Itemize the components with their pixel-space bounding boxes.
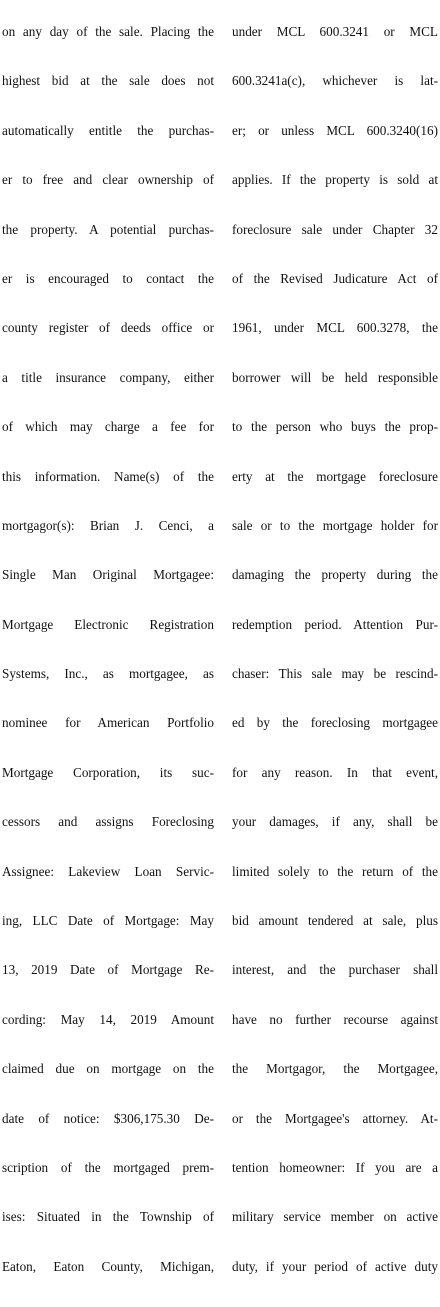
text-line: have no further recourse against <box>232 1011 438 1027</box>
text-line: chaser: This sale may be rescind- <box>232 666 438 682</box>
text-line: 600.3241a(c), whichever is lat- <box>232 73 438 89</box>
right-text-column <box>232 0 438 1307</box>
text-line: cessors and assigns Foreclosing <box>2 814 214 830</box>
text-line: Mortgage Corporation, its suc- <box>2 764 214 780</box>
text-line: redemption period. Attention Pur- <box>232 616 438 632</box>
text-line: ed by the foreclosing mortgagee <box>232 715 438 731</box>
text-line: claimed due on mortgage on the <box>2 1061 214 1077</box>
text-line: under MCL 600.3241 or MCL <box>232 24 438 39</box>
text-line: borrower will be held responsible <box>232 369 438 385</box>
text-line: highest bid at the sale does not <box>2 73 214 89</box>
text-line: the Mortgagor, the Mortgagee, <box>232 1061 438 1077</box>
text-line: foreclosure sale under Chapter 32 <box>232 221 438 237</box>
text-line: ises: Situated in the Township of <box>2 1209 214 1225</box>
text-line: of the Revised Judicature Act of <box>232 270 438 286</box>
text-line: for any reason. In that event, <box>232 764 438 780</box>
text-line: county register of deeds office or <box>2 320 214 336</box>
left-text-column <box>2 0 214 1307</box>
text-line: sale or to the mortgage holder for <box>232 517 438 533</box>
text-line: bid amount tendered at sale, plus <box>232 913 438 929</box>
text-line: er is encouraged to contact the <box>2 270 214 286</box>
text-line: interest, and the purchaser shall <box>232 962 438 978</box>
text-line: to the person who buys the prop- <box>232 419 438 435</box>
text-line: mortgagor(s): Brian J. Cenci, a <box>2 517 214 533</box>
text-line: limited solely to the return of the <box>232 863 438 879</box>
text-line: the property. A potential purchas- <box>2 221 214 237</box>
text-line: a title insurance company, either <box>2 369 214 385</box>
text-line: this information. Name(s) of the <box>2 468 214 484</box>
text-line: or the Mortgagee's attorney. At- <box>232 1110 438 1126</box>
text-line: 1961, under MCL 600.3278, the <box>232 320 438 336</box>
text-line: Eaton, Eaton County, Michigan, <box>2 1258 214 1274</box>
text-line: date of notice: $306,175.30 De- <box>2 1110 214 1126</box>
text-line: of which may charge a fee for <box>2 419 214 435</box>
text-line: tention homeowner: If you are a <box>232 1159 438 1175</box>
text-line: nominee for American Portfolio <box>2 715 214 731</box>
text-line: damaging the property during the <box>232 567 438 583</box>
text-line: your damages, if any, shall be <box>232 814 438 830</box>
text-line: er to free and clear ownership of <box>2 172 214 188</box>
text-line: Single Man Original Mortgagee: <box>2 567 214 583</box>
text-line: erty at the mortgage foreclosure <box>232 468 438 484</box>
text-line: scription of the mortgaged prem- <box>2 1159 214 1175</box>
text-line: Assignee: Lakeview Loan Servic- <box>2 863 214 879</box>
text-line: duty, if your period of active duty <box>232 1258 438 1274</box>
text-line: applies. If the property is sold at <box>232 172 438 188</box>
text-line: ing, LLC Date of Mortgage: May <box>2 913 214 929</box>
text-line: military service member on active <box>232 1209 438 1225</box>
text-line: on any day of the sale. Placing the <box>2 24 214 39</box>
text-line: automatically entitle the purchas- <box>2 122 214 138</box>
text-line: Systems, Inc., as mortgagee, as <box>2 666 214 682</box>
text-line: 13, 2019 Date of Mortgage Re- <box>2 962 214 978</box>
text-line: er; or unless MCL 600.3240(16) <box>232 122 438 138</box>
text-line: Mortgage Electronic Registration <box>2 616 214 632</box>
text-line: cording: May 14, 2019 Amount <box>2 1011 214 1027</box>
